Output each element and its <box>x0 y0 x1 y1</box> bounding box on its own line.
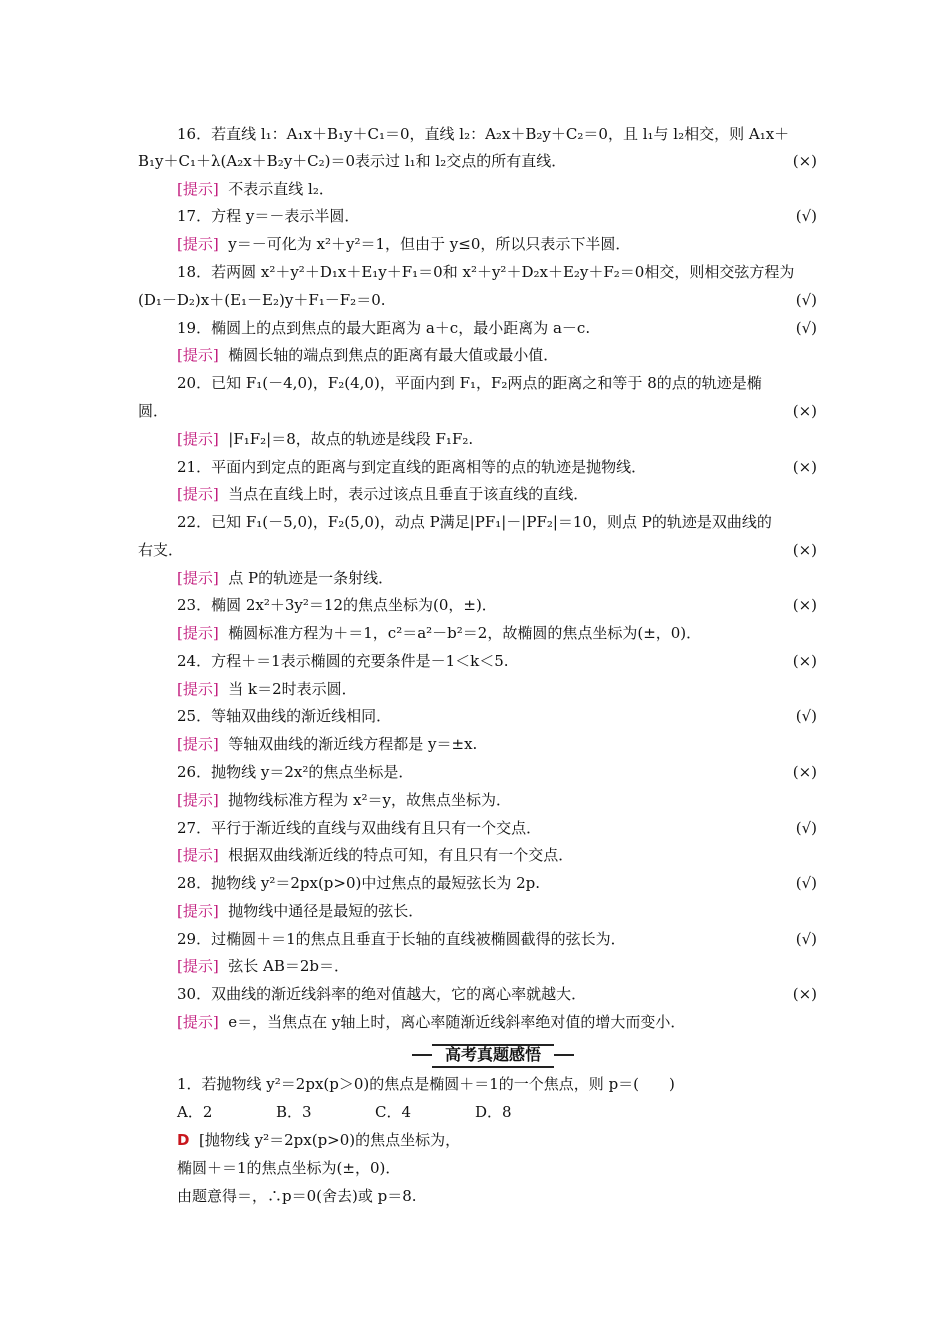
item-22-hint <box>177 568 393 588</box>
hint-label: [提示] <box>177 791 219 809</box>
hint-text: 点 P的轨迹是一条射线． <box>228 569 394 587</box>
item-28-hint <box>177 901 423 921</box>
hint-text: 当点在直线上时，表示过该点且垂直于该直线的直线． <box>228 485 589 503</box>
option-b: B．3 <box>276 1103 312 1121</box>
hint-label: [提示] <box>177 902 219 920</box>
hint-text: 等轴双曲线的渐近线方程都是 y＝±x. <box>228 735 478 753</box>
item-28-mark: (√) <box>795 874 817 892</box>
item-24-mark: (×) <box>792 652 817 670</box>
item-24-line-1: 24．方程＋＝1表示椭圆的充要条件是－1＜k＜5. <box>177 652 509 670</box>
item-18-mark: (√) <box>795 291 817 309</box>
item-20-line-1: 20．已知 F₁(－4,0)，F₂(4,0)，平面内到 F₁，F₂两点的距离之和等于 8的点的轨迹是椭 <box>177 374 762 392</box>
item-29-mark: (√) <box>795 930 817 948</box>
item-17-mark: (√) <box>795 207 817 225</box>
hint-text: 当 k＝2时表示圆． <box>228 680 357 698</box>
item-16-mark: (×) <box>792 152 817 170</box>
hint-text: 根据双曲线渐近线的特点可知，有且只有一个交点． <box>228 846 574 864</box>
hint-text: 椭圆标准方程为＋＝1，c²＝a²－b²＝2，故椭圆的焦点坐标为(±，0)． <box>228 624 702 642</box>
item-16-line-1: 16．若直线 l₁：A₁x＋B₁y＋C₁＝0，直线 l₂：A₂x＋B₂y＋C₂＝0，且 l₁与 l₂相交，则 A₁x＋ <box>177 125 790 143</box>
solution-line-3: 由题意得＝，∴p＝0(舍去)或 p＝8. <box>177 1187 417 1205</box>
item-17-hint <box>177 234 630 254</box>
hint-text: 抛物线标准方程为 x²＝y，故焦点坐标为． <box>228 791 511 809</box>
hint-label: [提示] <box>177 430 219 448</box>
item-21-line-1: 21．平面内到定点的距离与到定直线的距离相等的点的轨迹是抛物线． <box>177 458 647 476</box>
item-18-line-1: 18．若两圆 x²＋y²＋D₁x＋E₁y＋F₁＝0和 x²＋y²＋D₂x＋E₂y＋F₂＝0相交，则相交弦方程为 <box>177 263 795 281</box>
hint-label: [提示] <box>177 680 219 698</box>
item-22-line-2: 右支． <box>138 541 184 559</box>
item-20-line-2: 圆． <box>138 402 169 420</box>
hint-label: [提示] <box>177 346 219 364</box>
item-16-hint <box>177 179 334 199</box>
hint-label: [提示] <box>177 1013 219 1031</box>
item-17-line-1: 17．方程 y＝－表示半圆． <box>177 207 360 225</box>
hint-label: [提示] <box>177 735 219 753</box>
hint-text: |F₁F₂|＝8，故点的轨迹是线段 F₁F₂. <box>228 430 474 448</box>
option-a: A．2 <box>177 1103 213 1121</box>
item-19-mark: (√) <box>795 319 817 337</box>
item-16-line-2: B₁y＋C₁＋λ(A₂x＋B₂y＋C₂)＝0表示过 l₁和 l₂交点的所有直线． <box>138 152 567 170</box>
option-d: D．8 <box>475 1103 512 1121</box>
solution-line-1 <box>177 1130 460 1150</box>
hint-label: [提示] <box>177 180 219 198</box>
solution-text: [抛物线 y²＝2px(p>0)的焦点坐标为， <box>199 1131 461 1149</box>
item-26-hint <box>177 790 511 810</box>
item-19-hint <box>177 345 558 365</box>
item-21-hint <box>177 484 588 504</box>
hint-label: [提示] <box>177 957 219 975</box>
item-29-line-1: 29．过椭圆＋＝1的焦点且垂直于长轴的直线被椭圆截得的弦长为． <box>177 930 626 948</box>
hint-text: y＝－可化为 x²＋y²＝1，但由于 y≤0，所以只表示下半圆． <box>228 235 631 253</box>
hint-label: [提示] <box>177 624 219 642</box>
item-27-line-1: 27．平行于渐近线的直线与双曲线有且只有一个交点． <box>177 819 542 837</box>
item-22-mark: (×) <box>792 541 817 559</box>
item-18-line-2: (D₁－D₂)x＋(E₁－E₂)y＋F₁－F₂＝0. <box>138 291 386 309</box>
item-20-hint <box>177 429 473 449</box>
hint-text: 弦长 AB＝2b＝． <box>228 957 350 975</box>
item-23-hint <box>177 623 701 643</box>
hint-text: 不表示直线 l₂． <box>228 180 334 198</box>
hint-text: e＝，当焦点在 y轴上时，离心率随渐近线斜率绝对值的增大而变小． <box>228 1013 686 1031</box>
item-30-mark: (×) <box>792 985 817 1003</box>
section-banner <box>412 1044 574 1066</box>
hint-label: [提示] <box>177 485 219 503</box>
item-30-line-1: 30．双曲线的渐近线斜率的绝对值越大，它的离心率就越大． <box>177 985 587 1003</box>
hint-label: [提示] <box>177 569 219 587</box>
item-25-mark: (√) <box>795 707 817 725</box>
item-25-line-1: 25．等轴双曲线的渐近线相同． <box>177 707 392 725</box>
item-27-hint <box>177 845 573 865</box>
hint-text: 抛物线中通径是最短的弦长． <box>228 902 424 920</box>
item-23-line-1: 23．椭圆 2x²＋3y²＝12的焦点坐标为(0，±)． <box>177 596 497 614</box>
item-20-mark: (×) <box>792 402 817 420</box>
hint-text: 椭圆长轴的端点到焦点的距离有最大值或最小值． <box>228 346 559 364</box>
item-26-line-1: 26．抛物线 y＝2x²的焦点坐标是． <box>177 763 414 781</box>
item-24-hint <box>177 679 357 699</box>
question-stem: 1．若抛物线 y²＝2px(p＞0)的焦点是椭圆＋＝1的一个焦点，则 p＝( ) <box>177 1075 675 1093</box>
item-23-mark: (×) <box>792 596 817 614</box>
hint-label: [提示] <box>177 235 219 253</box>
option-c: C．4 <box>375 1103 412 1121</box>
item-22-line-1: 22．已知 F₁(－5,0)，F₂(5,0)，动点 P满足|PF₁|－|PF₂|＝10，则点 P的轨迹是双曲线的 <box>177 513 772 531</box>
item-26-mark: (×) <box>792 763 817 781</box>
item-27-mark: (√) <box>795 819 817 837</box>
item-30-hint <box>177 1012 685 1032</box>
item-28-line-1: 28．抛物线 y²＝2px(p>0)中过焦点的最短弦长为 2p. <box>177 874 541 892</box>
hint-label: [提示] <box>177 846 219 864</box>
solution-line-2: 椭圆＋＝1的焦点坐标为(±，0)． <box>177 1159 401 1177</box>
item-21-mark: (×) <box>792 458 817 476</box>
item-25-hint <box>177 734 477 754</box>
section-title: 高考真题感悟 <box>444 1045 541 1064</box>
item-29-hint <box>177 956 349 976</box>
answer-letter: D <box>177 1131 190 1149</box>
item-19-line-1: 19．椭圆上的点到焦点的最大距离为 a＋c，最小距离为 a－c. <box>177 319 591 337</box>
